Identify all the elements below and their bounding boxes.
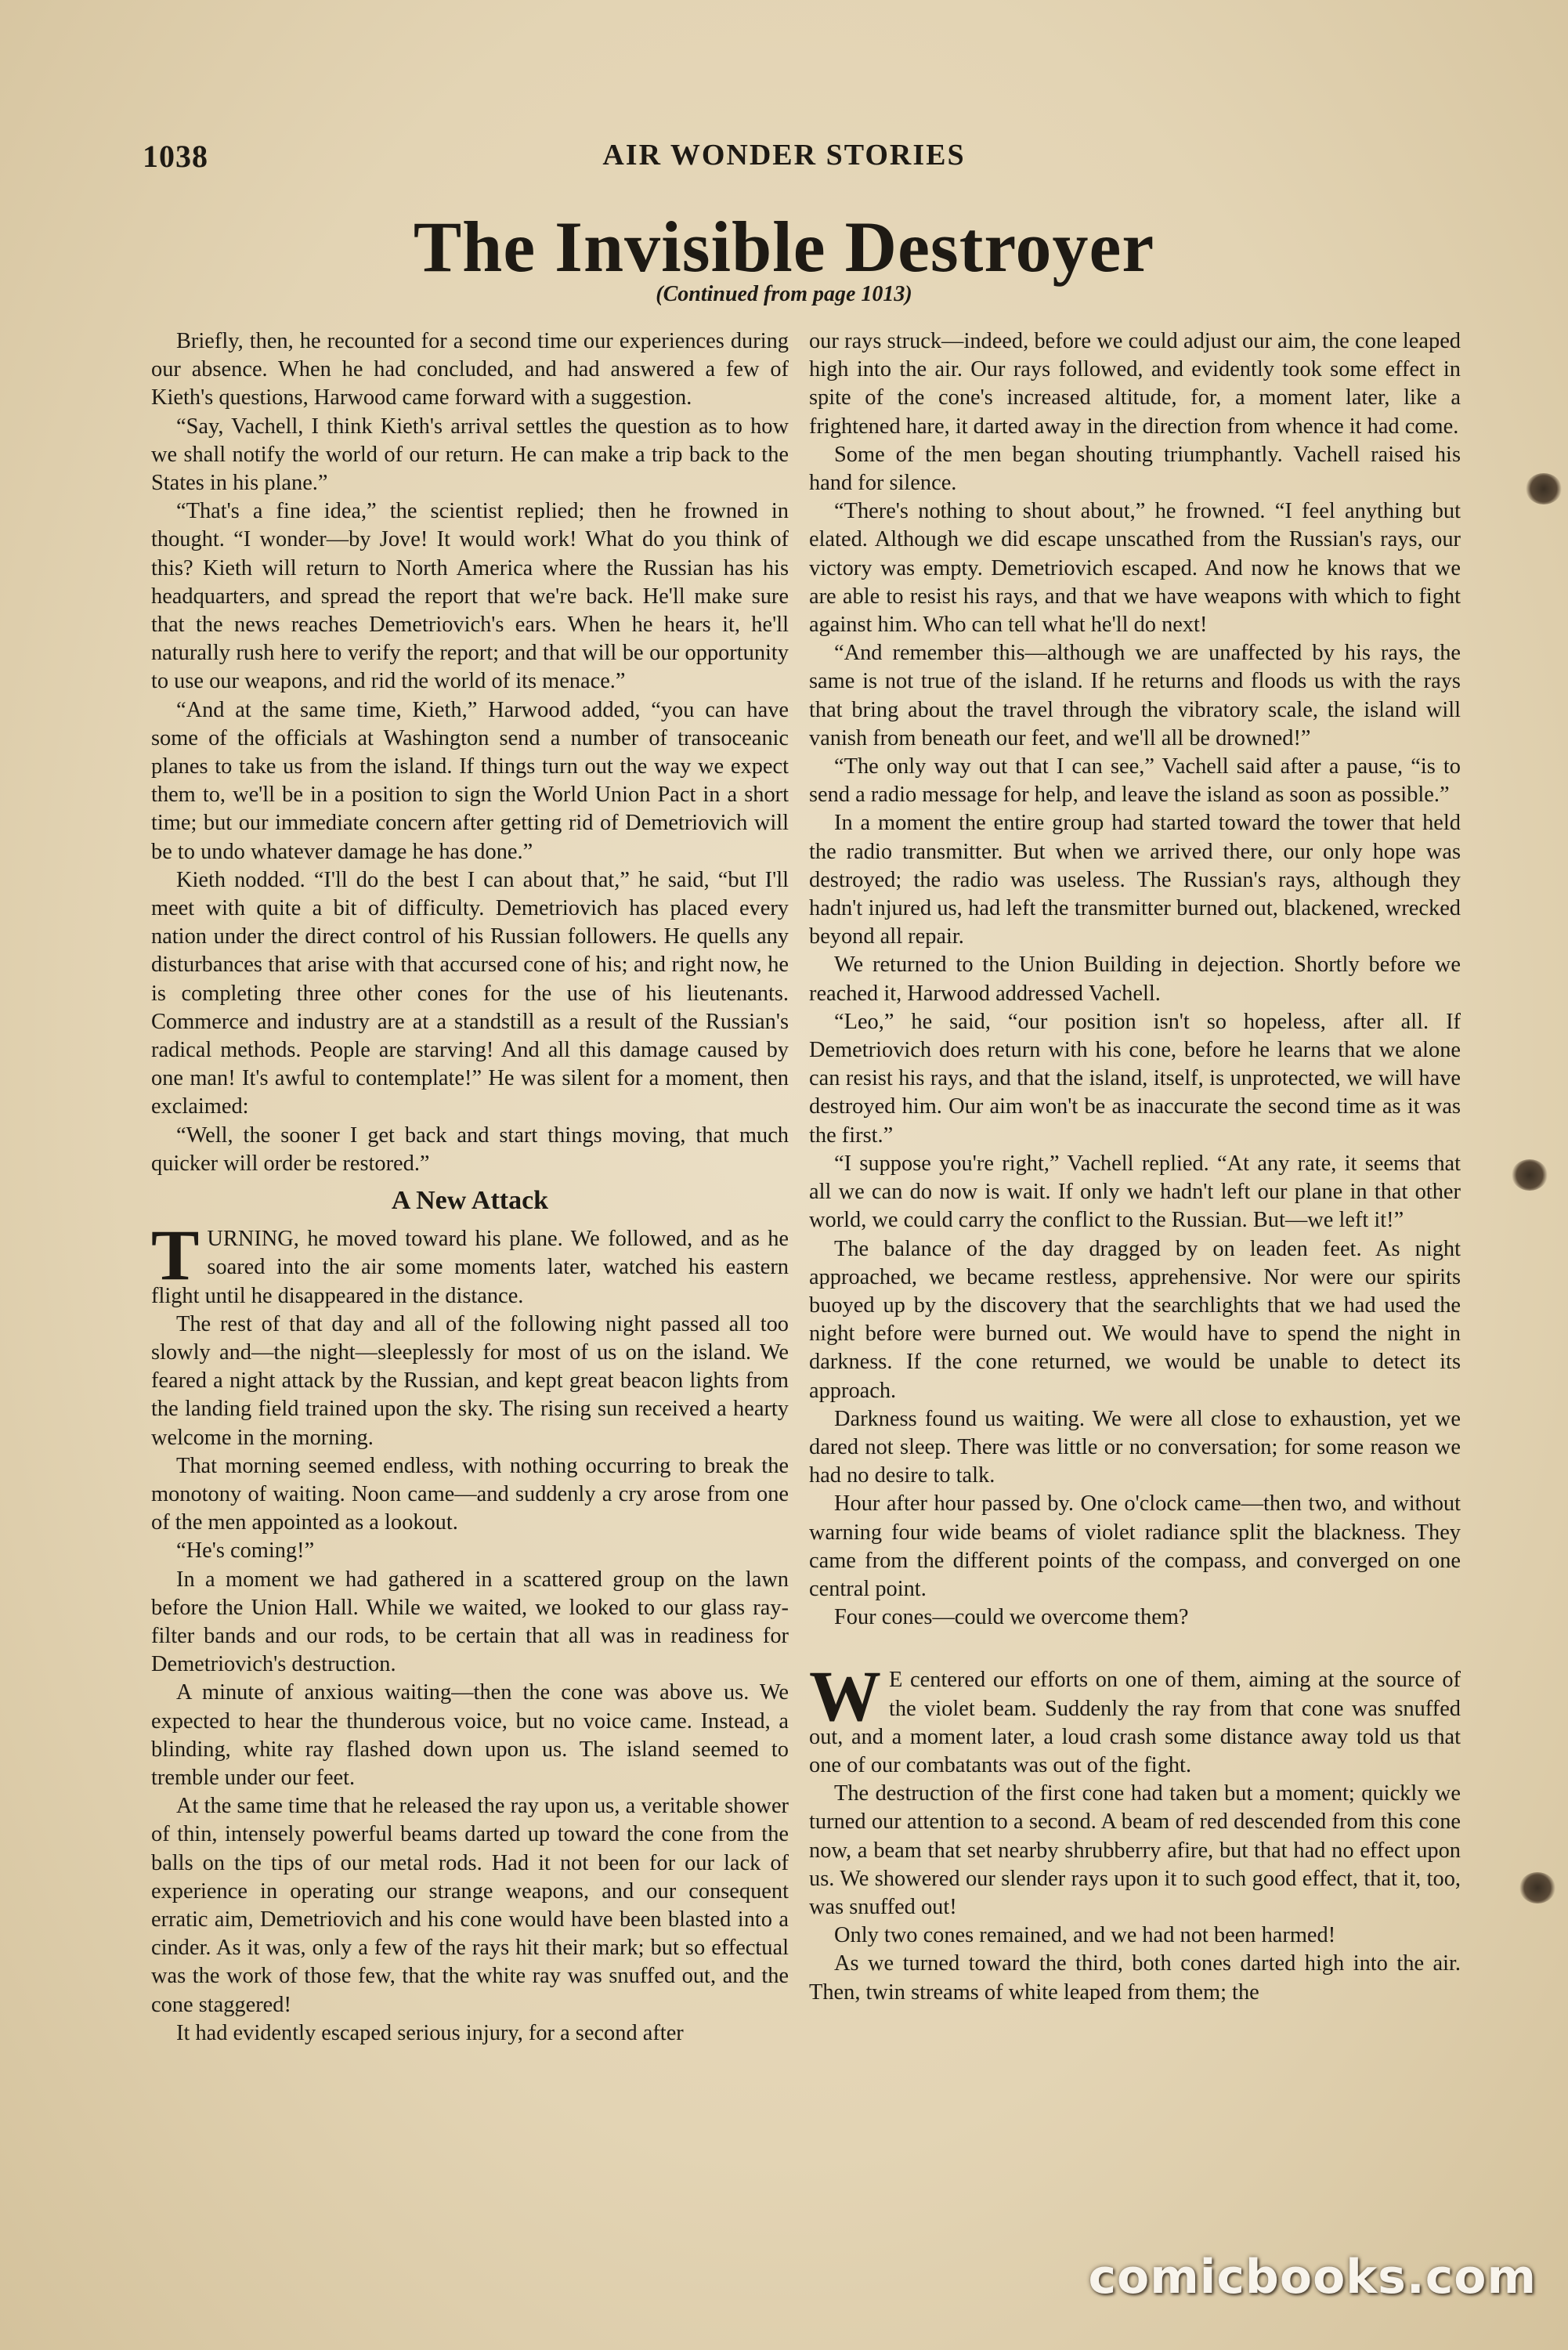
paragraph: “I suppose you're right,” Vachell replied. “At any rate, it seems that all we can do now is wait. If only we hadn't left our plane in that other world, we could carry the conflict to the Russian. But—we left it!” — [809, 1151, 1461, 1233]
paragraph-text: E centered our efforts on one of them, aiming at the source of the violet beam. Suddenly the ray from that cone was snuffed out, and a moment later, a loud crash some distance away told us that one of our combatants was out of the fight. — [809, 1668, 1461, 1777]
paragraph: “The only way out that I can see,” Vachell said after a pause, “is to send a radio message for help, and leave the island as soon as possible.” — [809, 754, 1461, 808]
paragraph: As we turned toward the third, both cones darted high into the air. Then, twin streams of white leaped from them; the — [809, 1951, 1461, 2005]
paragraph: Four cones—could we overcome them? — [834, 1605, 1189, 1630]
paragraph-with-drop-cap — [809, 1656, 1461, 1780]
paragraph: That morning seemed endless, with nothing occurring to break the monotony of waiting. Noon came—and suddenly a cry arose from one of the men appointed as a lookout. — [151, 1453, 789, 1535]
paragraph: our rays struck—indeed, before we could adjust our aim, the cone leaped high into the air. Our rays followed, and evidently took some effect in spite of the cone's increased altitude, for, a moment later, like a frightened hare, it darted away in the direction from whence it had come. — [809, 329, 1461, 439]
paragraph: Darkness found us waiting. We were all close to exhaustion, yet we dared not sleep. There was little or no conversation; for some reason we had no desire to talk. — [809, 1406, 1461, 1488]
drop-cap: T — [151, 1215, 200, 1296]
paragraph: “And at the same time, Kieth,” Harwood added, “you can have some of the officials at Washington send a number of transoceanic planes to take us from the island. If things turn out the way we expect them to, we'll be in a position to sign the World Union Pact in a short time; but our immediate concern after getting rid of Demetriovich will be to undo whatever damage he has done.” — [151, 697, 789, 864]
paragraph: “There's nothing to shout about,” he frowned. “I feel anything but elated. Although we did escape unscathed from the Russian's rays, our victory was empty. Demetriovich escaped. And now he knows that we are able to resist his rays, and that we have weapons with which to fight against him. Who can tell what he'll do next! — [809, 499, 1461, 638]
paragraph: “Leo,” he said, “our position isn't so hopeless, after all. If Demetriovich does return with his cone, before he learns that we alone can resist his rays, and that the island, itself, is unprotected, we will have destroyed him. Our aim won't be as inaccurate the second time as it was the first.” — [809, 1009, 1461, 1148]
paragraph: Only two cones remained, and we had not been harmed! — [834, 1923, 1336, 1948]
paragraph: A minute of anxious waiting—then the cone was above us. We expected to hear the thunderous voice, but no voice came. Instead, a blinding, white ray flashed down upon us. The island seemed to tremble under our feet. — [151, 1680, 789, 1790]
paragraph: “And remember this—although we are unaffected by his rays, the same is not true of the island. If he returns and floods us with the rays that bring about the travel through the vibratory scale, the island will vanish from beneath our feet, and we'll all be drowned!” — [809, 641, 1461, 750]
paragraph: The rest of that day and all of the following night passed all too slowly and—the night—sleeplessly for most of us on the island. We feared a night attack by the Russian, and kept great beacon lights from the landing field trained upon the sky. The rising sun received a hearty welcome in the morning. — [151, 1311, 789, 1450]
binding-hole — [1512, 1159, 1548, 1191]
watermark: comicbooks.com — [1088, 2250, 1537, 2305]
paragraph: “Say, Vachell, I think Kieth's arrival settles the question as to how we shall notify the world of our return. He can make a trip back to the States in his plane.” — [151, 414, 789, 496]
paragraph: “That's a fine idea,” the scientist replied; then he frowned in thought. “I wonder—by Jove! It would work! What do you think of this? Kieth will return to North America where the Russian has his headquarters, and spread the report that we're back. He'll make sure that the news reaches Demetriovich's ears. When he hears it, he'll naturally rush here to verify the report; and that will be our opportunity to use our weapons, and rid the world of its menace.” — [151, 499, 789, 694]
paragraph-text: URNING, he moved toward his plane. We followed, and as he soared into the air some moments later, watched his eastern flight until he disappeared in the distance. — [151, 1227, 789, 1308]
page-number: 1038 — [143, 139, 208, 174]
right-column — [809, 327, 1461, 2007]
paragraph: At the same time that he released the ray upon us, a veritable shower of thin, intensely powerful beams darted up toward the cone from the balls on the tips of our metal rods. Had it not been for our lack of experience in operating our strange weapons, and our consequent erratic aim, Demetriovich and his cone would have been blasted into a cinder. As it was, only a few of the rays hit their mark; but so effectual was the work of those few, that the white ray was snuffed out, and the cone staggered! — [151, 1794, 789, 2017]
paragraph: “Well, the sooner I get back and start things moving, that much quicker will order be restored.” — [151, 1123, 789, 1176]
paragraph: The balance of the day dragged by on leaden feet. As night approached, we became restless, apprehensive. Nor were our spirits buoyed up by the discovery that the searchlights that we had used the night before were burned out. We would have to spend the night in darkness. If the cone returned, we would be unable to detect its approach. — [809, 1236, 1461, 1403]
paragraph: It had evidently escaped serious injury, for a second after — [176, 2020, 684, 2045]
section-break — [809, 1632, 1461, 1666]
continued-note: (Continued from page 1013) — [656, 282, 912, 306]
paragraph: Briefly, then, he recounted for a second time our experiences during our absence. When he had concluded, and had answered a few of Kieth's questions, Harwood came forward with a suggestion. — [151, 329, 789, 410]
binding-hole — [1526, 473, 1562, 504]
paragraph: Kieth nodded. “I'll do the best I can about that,” he said, “but I'll meet with quite a bit of difficulty. Demetriovich has placed every nation under the direct control of his Russian followers. He quells any disturbances that arise with that accursed cone of his; and right now, he is completing three other cones for the use of his lieutenants. Commerce and industry are at a standstill as a result of the Russian's radical methods. People are starving! And all this damage caused by one man! It's awful to contemplate!” He was silent for a moment, then exclaimed: — [151, 867, 789, 1119]
story-title: The Invisible Destroyer — [413, 207, 1155, 287]
binding-hole — [1519, 1872, 1555, 1904]
paragraph: In a moment we had gathered in a scattered group on the lawn before the Union Hall. While we waited, we looked to our glass ray-filter bands and our rods, to be certain that all was in readiness for Demetriovich's destruction. — [151, 1567, 789, 1677]
left-column — [151, 327, 789, 2048]
paragraph: We returned to the Union Building in dejection. Shortly before we reached it, Harwood addressed Vachell. — [809, 953, 1461, 1006]
paragraph: Some of the men began shouting triumphantly. Vachell raised his hand for silence. — [809, 442, 1461, 496]
paragraph: The destruction of the first cone had taken but a moment; quickly we turned our attention to a second. A beam of red descended from this cone now, a beam that set nearby shrubberry afire, but that had no effect upon us. We showered our slender rays upon it to such good effect, that it, too, was snuffed out! — [809, 1781, 1461, 1919]
paragraph: “He's coming!” — [176, 1538, 315, 1564]
paragraph: Hour after hour passed by. One o'clock came—then two, and without warning four wide beams of violet radiance split the blackness. They came from the different points of the compass, and converged on one central point. — [809, 1491, 1461, 1601]
drop-cap: W — [809, 1656, 881, 1737]
paragraph: In a moment the entire group had started toward the tower that held the radio transmitter. But when we arrived there, our only hope was destroyed; the radio was useless. The Russian's rays, although they hadn't injured us, had left the transmitter burned out, blackened, wrecked beyond all repair. — [809, 811, 1461, 949]
section-subheading: A New Attack — [391, 1186, 549, 1216]
paragraph-with-drop-cap — [151, 1215, 789, 1311]
running-title: AIR WONDER STORIES — [602, 139, 966, 172]
